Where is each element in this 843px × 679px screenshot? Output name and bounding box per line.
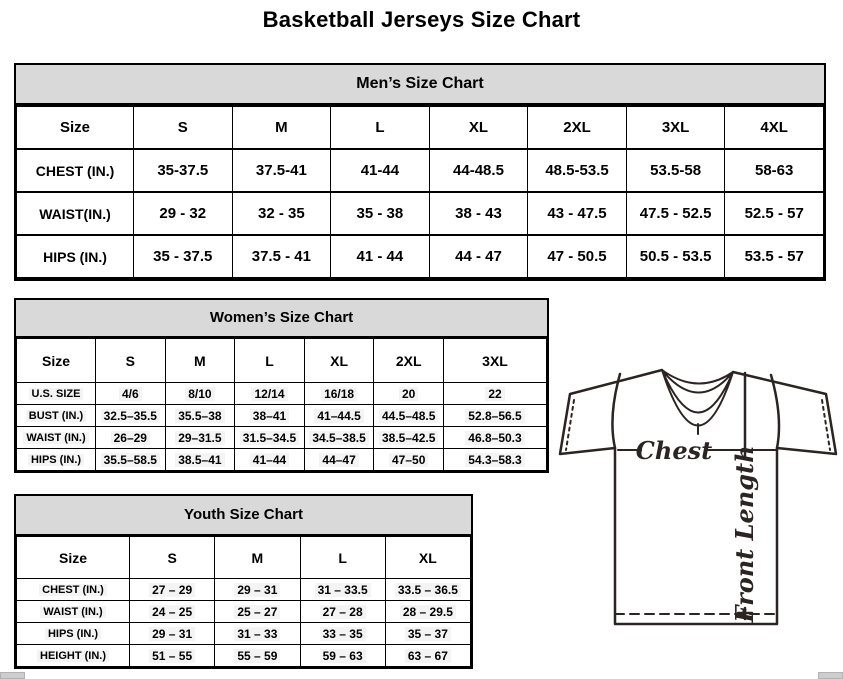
measurement-cell: 53.5-58: [626, 149, 725, 192]
measurement-row: [17, 449, 547, 471]
vneck-collar: [662, 370, 733, 434]
measurement-cell: 35 – 37: [385, 623, 470, 645]
measurement-cell: 52.5 - 57: [725, 192, 824, 235]
measurement-cell: 47–50: [374, 449, 444, 471]
size-column-header: S: [130, 537, 215, 579]
front-length-measure-label: Front Length: [730, 445, 759, 623]
measurement-cell: 4/6: [96, 383, 166, 405]
mens-table-title: Men’s Size Chart: [16, 65, 824, 105]
measurement-cell: 29 – 31: [215, 579, 300, 601]
left-armhole-seam: [612, 374, 620, 448]
measurement-cell: 41-44: [331, 149, 430, 192]
size-column-header: 3XL: [626, 106, 725, 149]
size-header-row: [17, 537, 471, 579]
measurement-cell: 43 - 47.5: [528, 192, 627, 235]
measurement-cell: 35.5–38: [165, 405, 235, 427]
womens-size-chart-table: [14, 298, 549, 473]
measurement-cell: 24 – 25: [130, 601, 215, 623]
size-column-header: L: [300, 537, 385, 579]
measurement-cell: 29–31.5: [165, 427, 235, 449]
size-column-header: M: [215, 537, 300, 579]
h-scrollbar-fragment-left[interactable]: [0, 672, 25, 679]
size-label-header: Size: [17, 537, 130, 579]
measurement-cell: 35.5–58.5: [96, 449, 166, 471]
measurement-cell: 46.8–50.3: [444, 427, 547, 449]
jersey-measurement-diagram: [558, 362, 840, 634]
size-column-header: 2XL: [374, 339, 444, 383]
womens-table-grid: [16, 338, 547, 471]
mens-size-chart-table: [14, 63, 826, 281]
measurement-cell: 33.5 – 36.5: [385, 579, 470, 601]
measurement-cell: 38–41: [235, 405, 305, 427]
size-column-header: L: [331, 106, 430, 149]
measurement-cell: 44.5–48.5: [374, 405, 444, 427]
measurement-cell: 58-63: [725, 149, 824, 192]
measurement-row: [17, 235, 824, 278]
size-label-header: Size: [17, 339, 96, 383]
measurement-row-label: WAIST (IN.): [17, 427, 96, 449]
measurement-cell: 48.5-53.5: [528, 149, 627, 192]
measurement-row: [17, 601, 471, 623]
measurement-cell: 32 - 35: [232, 192, 331, 235]
measurement-row-label: CHEST (IN.): [17, 149, 134, 192]
size-header-row: [17, 339, 547, 383]
size-column-header: 4XL: [725, 106, 824, 149]
measurement-row-label: HIPS (IN.): [17, 449, 96, 471]
youth-table-grid: [16, 536, 471, 667]
measurement-cell: 63 – 67: [385, 645, 470, 667]
measurement-row: [17, 579, 471, 601]
measurement-cell: 26–29: [96, 427, 166, 449]
right-armhole-seam: [771, 375, 779, 448]
measurement-row: [17, 192, 824, 235]
measurement-cell: 29 – 31: [130, 623, 215, 645]
measurement-cell: 47.5 - 52.5: [626, 192, 725, 235]
measurement-cell: 8/10: [165, 383, 235, 405]
measurement-row: [17, 383, 547, 405]
measurement-cell: 54.3–58.3: [444, 449, 547, 471]
measurement-cell: 51 – 55: [130, 645, 215, 667]
size-column-header: S: [134, 106, 233, 149]
measurement-cell: 41–44: [235, 449, 305, 471]
measurement-cell: 27 – 29: [130, 579, 215, 601]
measurement-cell: 32.5–35.5: [96, 405, 166, 427]
size-column-header: S: [96, 339, 166, 383]
measurement-cell: 44–47: [304, 449, 374, 471]
measurement-row-label: U.S. SIZE: [17, 383, 96, 405]
youth-table-title: Youth Size Chart: [16, 496, 471, 536]
measurement-cell: 20: [374, 383, 444, 405]
womens-table-title: Women’s Size Chart: [16, 300, 547, 338]
measurement-row: [17, 149, 824, 192]
size-column-header: M: [232, 106, 331, 149]
size-column-header: M: [165, 339, 235, 383]
measurement-row: [17, 427, 547, 449]
measurement-cell: 38 - 43: [429, 192, 528, 235]
measurement-cell: 53.5 - 57: [725, 235, 824, 278]
size-column-header: 2XL: [528, 106, 627, 149]
measurement-row: [17, 405, 547, 427]
jersey-outline-shape: [560, 370, 836, 624]
measurement-cell: 55 – 59: [215, 645, 300, 667]
measurement-cell: 35 - 38: [331, 192, 430, 235]
measurement-row-label: BUST (IN.): [17, 405, 96, 427]
measurement-cell: 31 – 33.5: [300, 579, 385, 601]
measurement-cell: 22: [444, 383, 547, 405]
measurement-row: [17, 623, 471, 645]
measurement-cell: 31.5–34.5: [235, 427, 305, 449]
measurement-cell: 41–44.5: [304, 405, 374, 427]
measurement-cell: 41 - 44: [331, 235, 430, 278]
measurement-cell: 44 - 47: [429, 235, 528, 278]
measurement-cell: 33 – 35: [300, 623, 385, 645]
measurement-cell: 28 – 29.5: [385, 601, 470, 623]
measurement-row-label: WAIST(IN.): [17, 192, 134, 235]
measurement-cell: 34.5–38.5: [304, 427, 374, 449]
size-column-header: 3XL: [444, 339, 547, 383]
measurement-cell: 12/14: [235, 383, 305, 405]
chest-measure-label: Chest: [635, 436, 713, 465]
page-title: Basketball Jerseys Size Chart: [262, 7, 581, 32]
measurement-cell: 37.5-41: [232, 149, 331, 192]
measurement-row-label: CHEST (IN.): [17, 579, 130, 601]
measurement-row-label: HIPS (IN.): [17, 235, 134, 278]
measurement-row: [17, 645, 471, 667]
measurement-cell: 31 – 33: [215, 623, 300, 645]
size-label-header: Size: [17, 106, 134, 149]
measurement-row-label: HEIGHT (IN.): [17, 645, 130, 667]
measurement-cell: 38.5–41: [165, 449, 235, 471]
h-scrollbar-fragment-right[interactable]: [818, 672, 843, 679]
measurement-cell: 25 – 27: [215, 601, 300, 623]
size-column-header: XL: [429, 106, 528, 149]
measurement-cell: 59 – 63: [300, 645, 385, 667]
mens-table-grid: [16, 105, 824, 279]
size-column-header: L: [235, 339, 305, 383]
measurement-cell: 38.5–42.5: [374, 427, 444, 449]
measurement-cell: 52.8–56.5: [444, 405, 547, 427]
size-column-header: XL: [385, 537, 470, 579]
measurement-cell: 27 – 28: [300, 601, 385, 623]
measurement-cell: 47 - 50.5: [528, 235, 627, 278]
size-column-header: XL: [304, 339, 374, 383]
measurement-cell: 35 - 37.5: [134, 235, 233, 278]
youth-size-chart-table: [14, 494, 473, 669]
measurement-row-label: WAIST (IN.): [17, 601, 130, 623]
measurement-cell: 29 - 32: [134, 192, 233, 235]
measurement-cell: 37.5 - 41: [232, 235, 331, 278]
measurement-cell: 35-37.5: [134, 149, 233, 192]
measurement-cell: 44-48.5: [429, 149, 528, 192]
measurement-cell: 16/18: [304, 383, 374, 405]
size-header-row: [17, 106, 824, 149]
measurement-cell: 50.5 - 53.5: [626, 235, 725, 278]
measurement-row-label: HIPS (IN.): [17, 623, 130, 645]
